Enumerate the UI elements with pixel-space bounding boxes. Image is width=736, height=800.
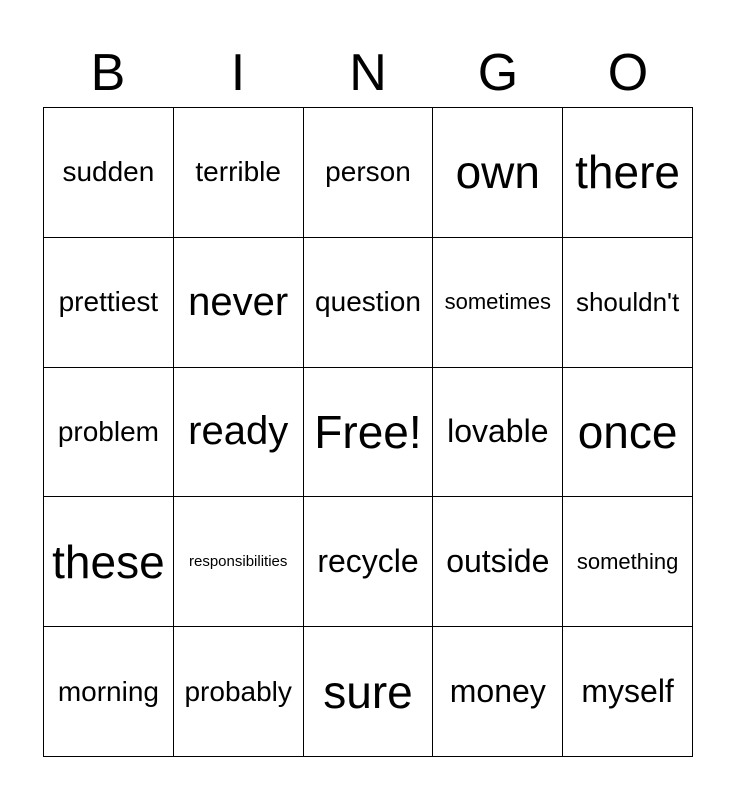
bingo-cell[interactable] — [433, 238, 563, 368]
cell-word: lovable — [447, 413, 549, 450]
bingo-cell[interactable] — [433, 108, 563, 238]
bingo-cell[interactable] — [563, 368, 693, 498]
cell-word: shouldn't — [575, 286, 680, 317]
bingo-cell[interactable] — [304, 627, 434, 757]
bingo-cell[interactable] — [174, 238, 304, 368]
cell-word: probably — [184, 675, 292, 707]
bingo-cell[interactable] — [563, 497, 693, 627]
cell-word: once — [577, 405, 678, 458]
bingo-cell[interactable] — [44, 238, 174, 368]
bingo-cell[interactable] — [44, 627, 174, 757]
cell-word: these — [52, 535, 165, 588]
bingo-cell[interactable] — [174, 497, 304, 627]
free-space-cell[interactable] — [304, 368, 434, 498]
bingo-cell[interactable] — [304, 108, 434, 238]
bingo-cell[interactable] — [563, 627, 693, 757]
cell-word: person — [325, 156, 411, 188]
cell-word: prettiest — [58, 286, 159, 318]
cell-word: sure — [323, 665, 413, 718]
bingo-cell[interactable] — [174, 368, 304, 498]
header-letter-i: I — [230, 44, 246, 102]
cell-word: responsibilities — [189, 553, 288, 571]
bingo-cell[interactable] — [304, 497, 434, 627]
cell-word: outside — [446, 543, 550, 580]
bingo-cell[interactable] — [44, 108, 174, 238]
cell-word: sudden — [62, 156, 155, 188]
cell-word: question — [315, 286, 421, 318]
cell-word: recycle — [317, 543, 419, 580]
cell-word: terrible — [195, 156, 281, 188]
cell-word: money — [449, 673, 546, 710]
bingo-cell[interactable] — [563, 238, 693, 368]
header-letter-n: N — [349, 44, 387, 102]
bingo-cell[interactable] — [174, 627, 304, 757]
bingo-cell[interactable] — [174, 108, 304, 238]
bingo-cell[interactable] — [44, 368, 174, 498]
header-letter-o: O — [607, 44, 649, 102]
cell-word: sometimes — [444, 289, 551, 315]
bingo-cell[interactable] — [563, 108, 693, 238]
bingo-board — [43, 107, 693, 757]
bingo-cell[interactable] — [433, 627, 563, 757]
bingo-cell[interactable] — [304, 238, 434, 368]
bingo-cell[interactable] — [44, 497, 174, 627]
bingo-header — [43, 40, 693, 106]
cell-word: problem — [57, 415, 159, 447]
cell-word: myself — [581, 673, 674, 710]
header-letter-b: B — [90, 44, 126, 102]
cell-word: never — [188, 279, 289, 324]
cell-word: own — [455, 146, 540, 199]
cell-word: something — [576, 548, 679, 574]
cell-word: ready — [188, 409, 289, 454]
bingo-cell[interactable] — [433, 368, 563, 498]
bingo-cell[interactable] — [433, 497, 563, 627]
free-space-label: Free! — [314, 405, 422, 458]
header-letter-g: G — [477, 44, 519, 102]
cell-word: morning — [57, 675, 159, 707]
cell-word: there — [575, 146, 681, 199]
